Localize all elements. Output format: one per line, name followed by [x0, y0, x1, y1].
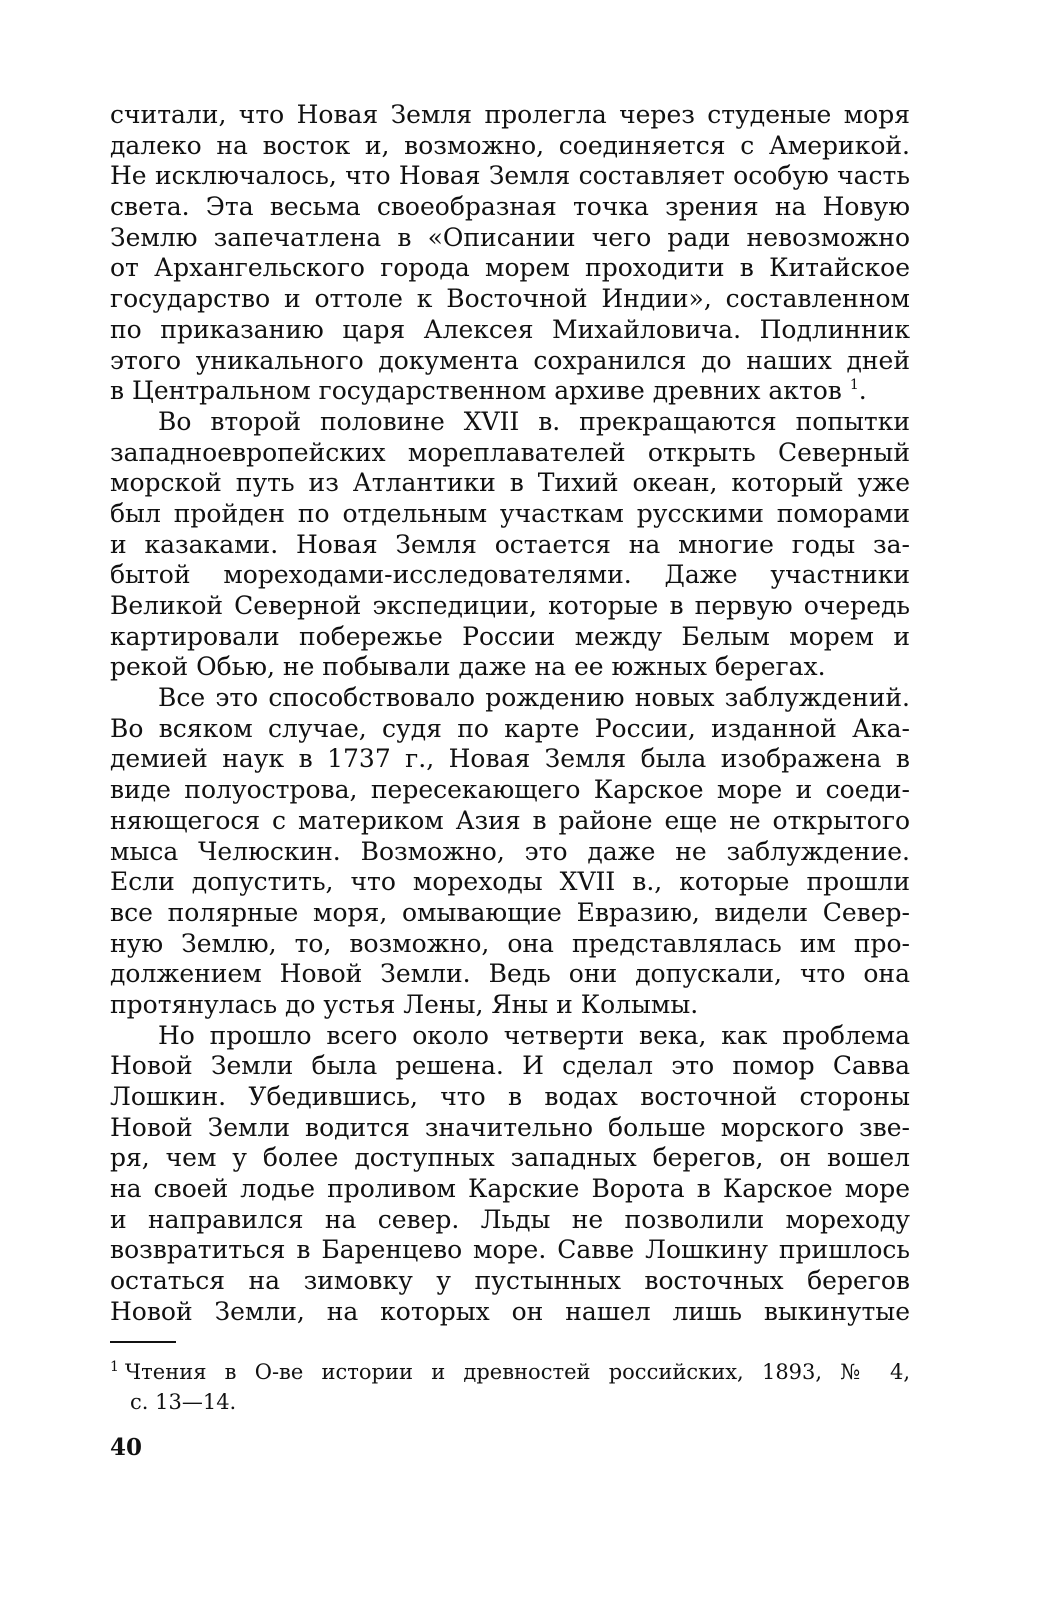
text-line: Если допустить, что мореходы XVII в., которые прошли	[110, 867, 910, 897]
text-line: и казаками. Новая Земля остается на многие годы за-	[110, 529, 910, 559]
text-line: протянулась до устья Лены, Яны и Колымы.	[110, 989, 699, 1019]
text-line: Не исключалось, что Новая Земля составляет особую часть	[110, 161, 910, 191]
text-line: Лошкин. Убедившись, что в водах восточной стороны	[110, 1082, 910, 1111]
text-line: Великой Северной экспедиции, которые в первую очередь	[110, 591, 910, 620]
paragraph-start-line: Все это способствовало рождению новых заблуждений.	[158, 683, 910, 713]
text-line: государство и оттоле к Восточной Индии», составленном	[110, 284, 910, 314]
body-text	[110, 100, 910, 1328]
page-number: 40	[110, 1434, 143, 1461]
text-line: возвратиться в Баренцево море. Савве Лошкину пришлось	[110, 1235, 910, 1265]
text-line: бытой мореходами-исследователями. Даже участники	[110, 560, 910, 590]
paragraph-start-line: Но прошло всего около четверти века, как проблема	[158, 1020, 910, 1050]
text-line: виде полуострова, пересекающего Карское море и соеди-	[110, 775, 910, 805]
footnote	[110, 1357, 910, 1417]
footnote-text: Чтения в О-ве истории и древностей российских, 1893, № 4,	[124, 1360, 910, 1384]
text-line: считали, что Новая Земля пролегла через студеные моря	[110, 100, 910, 129]
text-line: Землю запечатлена в «Описании чего ради невозможно	[110, 222, 910, 252]
text-line: ря, чем у более доступных западных берегов, он вошел	[110, 1143, 910, 1173]
footnote-reference-period: .	[858, 376, 867, 406]
text-line: Новой Земли была решена. И сделал это помор Савва	[110, 1051, 910, 1081]
text-line: далеко на восток и, возможно, соединяется с Америкой.	[110, 130, 910, 160]
text-line: демией наук в 1737 г., Новая Земля была изображена в	[110, 744, 910, 774]
text-line: мыса Челюскин. Возможно, это даже не заблуждение.	[110, 836, 910, 866]
footnote-reference: 1	[849, 377, 859, 394]
text-line: по приказанию царя Алексея Михайловича. Подлинник	[110, 314, 910, 344]
text-line: западноевропейских мореплавателей открыть Северный	[110, 437, 910, 467]
paragraph-start-line: Во второй половине XVII в. прекращаются попытки	[158, 406, 910, 436]
text-line: от Архангельского города морем проходити в Китайское	[110, 253, 910, 283]
text-line: ную Землю, то, возможно, она представлялась им про-	[110, 928, 910, 958]
text-line: на своей лодье проливом Карские Ворота в Карское море	[110, 1174, 910, 1204]
text-line: морской путь из Атлантики в Тихий океан, который уже	[110, 468, 910, 498]
footnote-separator	[110, 1341, 176, 1343]
text-line-content: в Центральном государственном архиве древних актов	[110, 376, 842, 406]
text-line: и направился на север. Льды не позволили мореходу	[110, 1204, 910, 1234]
text-line-with-footnote-ref	[110, 376, 910, 407]
text-line: картировали побережье России между Белым морем и	[110, 621, 910, 651]
text-line: няющегося с материком Азия в районе еще не открытого	[110, 805, 910, 835]
text-line: должением Новой Земли. Ведь они допускали, что она	[110, 959, 910, 989]
text-line: был пройден по отдельным участкам русскими поморами	[110, 498, 910, 528]
text-line: остаться на зимовку у пустынных восточных берегов	[110, 1266, 910, 1296]
text-line: Во всяком случае, судя по карте России, изданной Ака-	[110, 713, 910, 743]
text-line: Новой Земли водится значительно больше морского зве-	[110, 1112, 910, 1142]
footnote-line-continuation: с. 13—14.	[130, 1390, 237, 1414]
text-line: рекой Обью, не побывали даже на ее южных берегах.	[110, 652, 826, 682]
text-line: Новой Земли, на которых он нашел лишь выкинутые	[110, 1296, 910, 1326]
footnote-line	[110, 1357, 910, 1387]
text-line: все полярные моря, омывающие Евразию, видели Север-	[110, 897, 910, 927]
text-line: света. Эта весьма своеобразная точка зрения на Новую	[110, 192, 910, 222]
text-line: этого уникального документа сохранился до наших дней	[110, 345, 910, 375]
footnote-number: 1	[110, 1359, 119, 1375]
